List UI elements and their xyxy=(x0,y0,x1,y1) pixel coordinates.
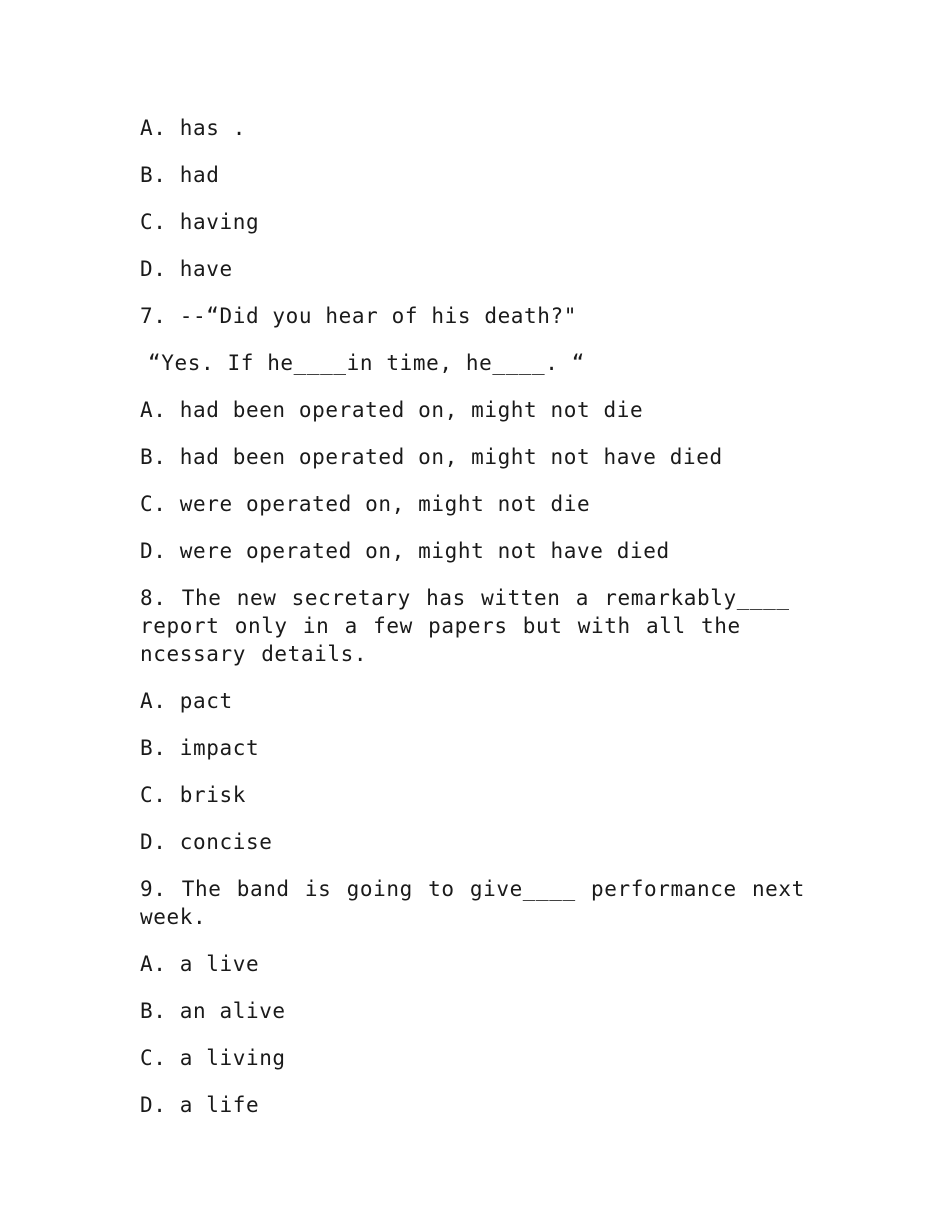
q7-option-a: A. had been operated on, might not die xyxy=(140,398,644,422)
q9-option-c: C. a living xyxy=(140,1046,286,1070)
q8-option-a: A. pact xyxy=(140,689,233,713)
q6-option-a: A. has . xyxy=(140,116,246,140)
q8-option-b: B. impact xyxy=(140,736,260,760)
q6-option-d: D. have xyxy=(140,257,233,281)
q9-option-b: B. an alive xyxy=(140,999,286,1023)
q8-stem: 8. The new secretary has witten a remarkably____ report only in a few papers but with all the ncessary details. xyxy=(140,586,790,666)
q8-option-c: C. brisk xyxy=(140,783,246,807)
q7-option-c: C. were operated on, might not die xyxy=(140,492,591,516)
q7-stem: 7. --“Did you hear of his death?" xyxy=(140,304,578,328)
q9-option-d: D. a life xyxy=(140,1093,260,1117)
q7-stem-line2: “Yes. If he____in time, he____. “ xyxy=(148,351,586,375)
q6-option-c: C. having xyxy=(140,210,260,234)
q9-option-a: A. a live xyxy=(140,952,260,976)
question-content xyxy=(140,114,820,1138)
q8-option-d: D. concise xyxy=(140,830,273,854)
q7-option-d: D. were operated on, might not have died xyxy=(140,539,670,563)
q9-stem: 9. The band is going to give____ performance next week. xyxy=(140,877,805,929)
q6-option-b: B. had xyxy=(140,163,220,187)
q7-option-b: B. had been operated on, might not have died xyxy=(140,445,723,469)
